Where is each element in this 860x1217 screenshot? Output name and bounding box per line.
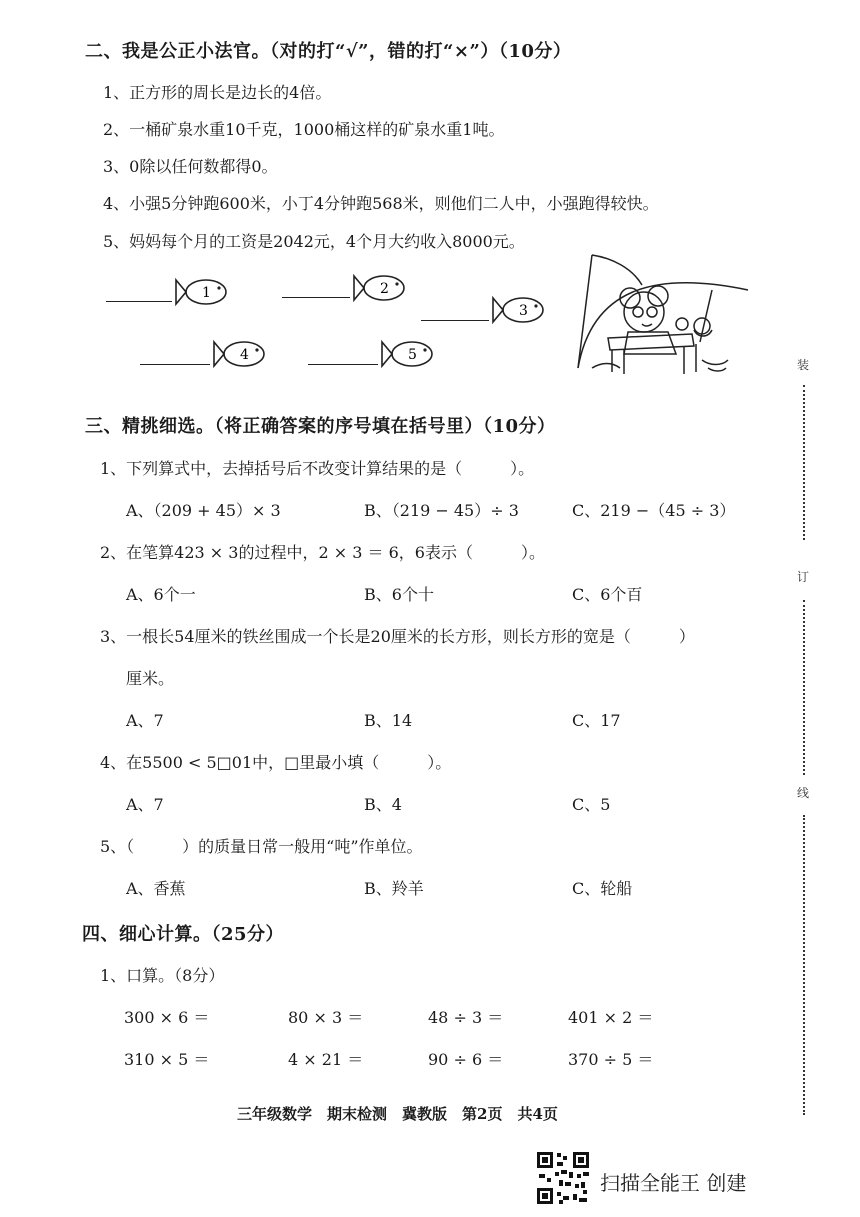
section3-title: 三、精挑细选。（将正确答案的序号填在括号里）（10分）: [85, 416, 556, 437]
section3-q4: 4、在5500 < 5□01中，□里最小填（ ）。: [100, 753, 452, 772]
fish-number: 3: [519, 303, 528, 319]
page-footer: 三年级数学 期末检测 冀教版 第2页 共4页: [237, 1105, 558, 1123]
calc-item: 48 ÷ 3 ＝: [428, 1008, 504, 1027]
section3-q3-cont: 厘米。: [126, 669, 175, 688]
section2-item-4: 4、小强5分钟跑600米，小丁4分钟跑568米，则他们二人中，小强跑得较快。: [103, 194, 659, 213]
fish-number: 5: [408, 347, 417, 363]
q5-option-a[interactable]: A、香蕉: [126, 879, 186, 898]
fish-icon: [489, 292, 547, 328]
q4-option-a[interactable]: A、7: [126, 795, 164, 814]
section2-title: 二、我是公正小法官。（对的打“√”，错的打“×”）（10分）: [85, 41, 572, 62]
answer-blank-4[interactable]: [140, 364, 210, 365]
answer-blank-2[interactable]: [282, 297, 350, 298]
section3-q1: 1、下列算式中，去掉括号后不改变计算结果的是（ ）。: [100, 459, 535, 478]
binding-dotted-line: [803, 385, 805, 540]
calc-item: 300 × 6 ＝: [124, 1008, 210, 1027]
calc-item: 370 ÷ 5 ＝: [568, 1050, 654, 1069]
q5-option-b[interactable]: B、羚羊: [364, 879, 424, 898]
q1-option-b[interactable]: B、（219 − 45）÷ 3: [364, 501, 519, 520]
q3-option-c[interactable]: C、17: [572, 711, 621, 730]
q2-option-a[interactable]: A、6个一: [126, 585, 196, 604]
q1-option-c[interactable]: C、219 −（45 ÷ 3）: [572, 501, 736, 520]
q4-option-c[interactable]: C、5: [572, 795, 611, 814]
calc-item: 90 ÷ 6 ＝: [428, 1050, 504, 1069]
fish-number: 4: [240, 347, 249, 363]
section3-q2: 2、在笔算423 × 3的过程中，2 × 3 ＝ 6，6表示（ ）。: [100, 543, 545, 562]
q4-option-b[interactable]: B、4: [364, 795, 402, 814]
binding-mark-1: 装: [797, 358, 810, 372]
answer-blank-3[interactable]: [421, 320, 489, 321]
binding-mark-2: 订: [797, 570, 810, 584]
qr-code-icon: [535, 1150, 591, 1206]
fish-number: 1: [202, 285, 211, 301]
fishing-mouse-illustration: [572, 250, 752, 385]
q1-option-a[interactable]: A、（209 + 45）× 3: [126, 501, 281, 520]
calc-item: 401 × 2 ＝: [568, 1008, 654, 1027]
answer-blank-1[interactable]: [106, 301, 172, 302]
section2-item-2: 2、一桶矿泉水重10千克，1000桶这样的矿泉水重1吨。: [103, 120, 505, 139]
fish-icon: [210, 336, 268, 372]
calc-item: 4 × 21 ＝: [288, 1050, 364, 1069]
fish-icon: [172, 274, 230, 310]
q2-option-b[interactable]: B、6个十: [364, 585, 434, 604]
binding-mark-3: 线: [797, 786, 810, 800]
section4-title: 四、细心计算。（25分）: [82, 924, 285, 945]
calc-item: 80 × 3 ＝: [288, 1008, 364, 1027]
scanner-watermark: 扫描全能王 创建: [600, 1171, 747, 1195]
fish-number: 2: [380, 281, 389, 297]
calc-item: 310 × 5 ＝: [124, 1050, 210, 1069]
q2-option-c[interactable]: C、6个百: [572, 585, 643, 604]
fish-icon: [350, 270, 408, 306]
answer-blank-5[interactable]: [308, 364, 378, 365]
q3-option-b[interactable]: B、14: [364, 711, 413, 730]
fish-icon: [378, 336, 436, 372]
q3-option-a[interactable]: A、7: [126, 711, 164, 730]
section3-q3: 3、一根长54厘米的铁丝围成一个长是20厘米的长方形，则长方形的宽是（ ）: [100, 627, 695, 646]
q5-option-c[interactable]: C、轮船: [572, 879, 633, 898]
binding-dotted-line: [803, 815, 805, 1115]
section2-item-5: 5、妈妈每个月的工资是2042元，4个月大约收入8000元。: [103, 232, 525, 251]
section3-q5: 5、（ ）的质量日常一般用“吨”作单位。: [100, 837, 423, 856]
binding-dotted-line: [803, 600, 805, 775]
section2-item-3: 3、0除以任何数都得0。: [103, 157, 278, 176]
section4-sub1: 1、口算。（8分）: [100, 966, 225, 985]
section2-item-1: 1、正方形的周长是边长的4倍。: [103, 83, 332, 102]
